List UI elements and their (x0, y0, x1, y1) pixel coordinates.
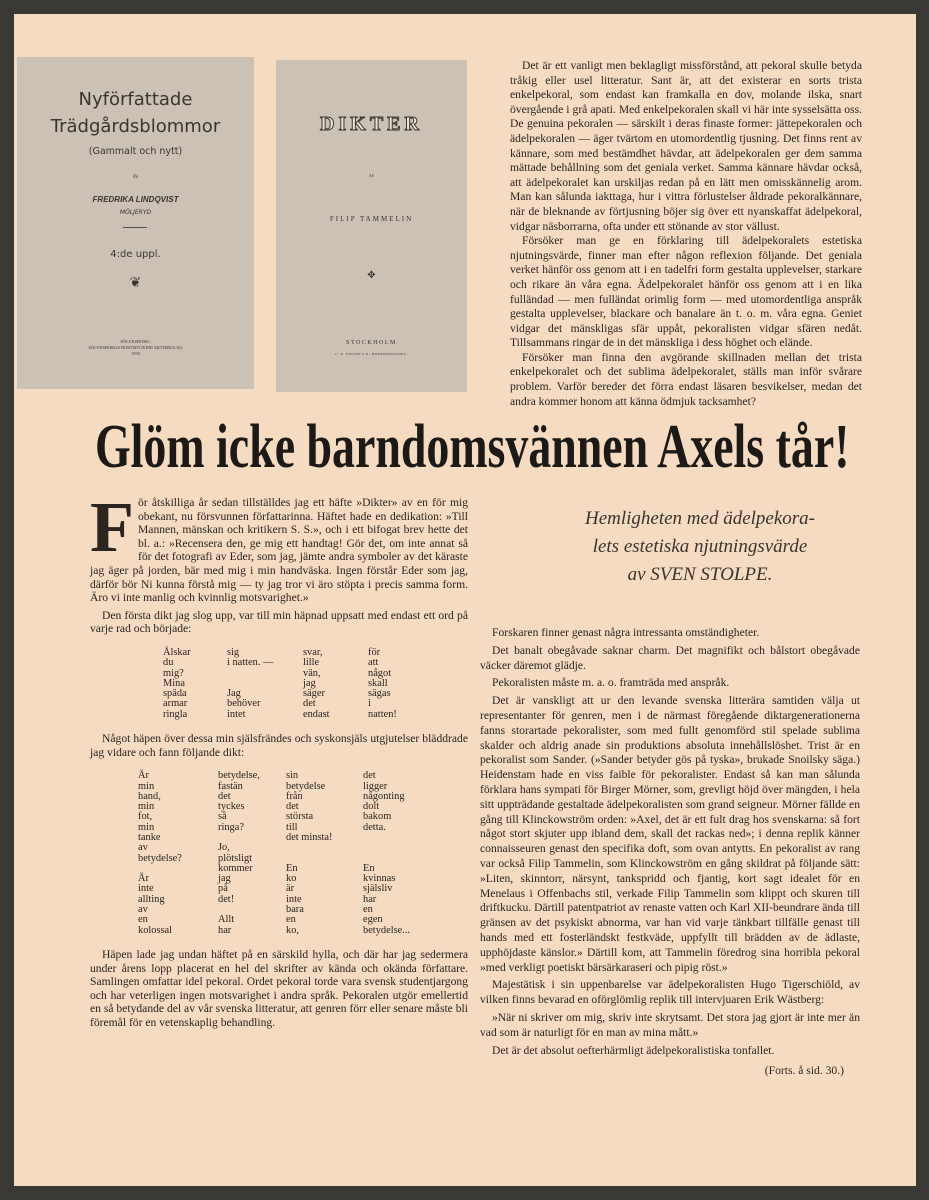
poem-word: för (368, 646, 381, 658)
poem-word: betydelse... (363, 924, 411, 936)
paragraph: Det är det absolut oefterhärmligt ädelpekoralistiska tonfallet. (492, 1043, 775, 1057)
paragraph: Häpen lade jag undan häftet på en särskild hylla, och där har jag sedermera under årens lopp placerat en hel del skrifter av kända och okända författare. Samlingen omfattar idel pekoral. Ordet pekoral torde vara svensk studentjargong och har veterligen ingen motsvarighet i andra språk. Pekoralen utgör emellertid en så betydande del av vår svenska litteratur, att genren förr eller senare måste bli föremål för en vetenskaplig behandling. (90, 947, 468, 1029)
paragraph: »När ni skriver om mig, skriv inte skrytsamt. Det stora jag gjort är inte mer än vad som är naturligt för en man av mina mått.» (480, 1010, 860, 1039)
poem-word: ringa? (218, 821, 244, 833)
cover-title: DIKTER (320, 113, 423, 135)
poem-1 (163, 648, 468, 720)
poem-word: sin (286, 770, 299, 782)
poem-word: tyckes (218, 801, 245, 813)
poem-word: sägas (368, 688, 391, 700)
poem-word: Allt (218, 914, 235, 926)
poem-word: Är (138, 873, 149, 885)
paragraph: Det är vanskligt att ur den levande svenska litterära samtiden välja ut representanter för genren, men i de närmast föregående diktargenerationerna fanns storartade pekoralister, som med fullt genomförd stil spelade sublima skalder och aldrig anade sin produktions absoluta innehållslöshet. Trist är en pekoralist som Sander. (»Sander betyder gös på tyska», brukade Snoilsky säga.) Heidenstam hade en viss faible för pekoralister. Endast så kan man sålunda förklara hans sympati för Birger Mörner, som, grevligt höjd över mängden, i hela sitt uppträdande gestaltade ädelpekoralisten som grand seigneur. Mörner fällde en gång till Klinckowström orden: »Axel, det är ett fult drag hos svenskarna: så fort något stort skjuter upp ibland dem, skall det rackas ned»; i denna replik känner connaisseuren genast den specifika doft, som ovan antytts. En pekoralist av rang var också Filip Tammelin, som Klinckowström en gång skildrat på följande sätt: »Liten, skinntorr, närsynt, tankspridd och fjantig, kort sagt idealet för en Menelaus i Offenbachs stil, verkade Filip Tammelin som klippt och skuren till driftkucku. Därtill patentpatriot av renaste vatten och Karl XII-beundrare ända till gränsen av det psykiskt abnorma, var han vid varje tänkbart tillfälle genast till hands med ett fosterländskt festkväde, uppfyllt till brädden av de ädlaste, upphöjdaste känslor.» Därtill kom, att Tammelin föredrog sina horribla pekoral »med verkligt poetiskt bärsärkaraseri och pipig röst.» (480, 694, 860, 974)
poem-word: tanke (138, 831, 161, 843)
poem-column (138, 771, 218, 936)
poem-word: det (286, 801, 299, 813)
poem-column (286, 771, 363, 936)
book-cover-dikter (276, 60, 467, 392)
poem-word: Mina (163, 677, 185, 689)
poem-column (218, 771, 286, 936)
poem-word: inte (138, 883, 154, 895)
poem-word (138, 864, 218, 874)
poem-word: av (138, 904, 148, 916)
byline: av SVEN STOLPE. (627, 564, 773, 585)
ornament-icon: ✥ (367, 270, 376, 281)
poem-word (363, 843, 443, 853)
poem-word: Jo, (218, 842, 230, 854)
cover-publisher (17, 339, 254, 357)
poem-word: Jag (227, 688, 241, 700)
cover-place: MÖLJERYD (119, 209, 152, 216)
poem-word: jag (303, 677, 316, 689)
poem-word (286, 843, 363, 853)
poem-word: natten! (368, 708, 397, 720)
poem-word: betydelse? (138, 852, 182, 864)
cover-divider (123, 227, 147, 228)
poem-word: allting (138, 893, 165, 905)
publisher-line: 1935 (131, 351, 140, 356)
poem-word: skall (368, 677, 388, 689)
poem-word: ringla (163, 708, 188, 720)
poem-word: jag (218, 873, 231, 885)
poem-word: lille (303, 657, 320, 669)
paragraph: Majestätisk i sin uppenbarelse var ädelpekoralisten Hugo Tigerschiöld, av vilken finns bevarad en oförglömlig replik till intervjuaren Erik Wästberg: (480, 978, 860, 1007)
poem-word: hand, (138, 790, 161, 802)
poem-word: späda (163, 688, 187, 700)
poem-word: en (363, 904, 373, 916)
paragraph: Den första dikt jag slog upp, var till min häpnad uppsatt med endast ett ord på varje rad och började: (90, 608, 468, 636)
poem-word: En (363, 862, 375, 874)
paragraph: Forskaren finner genast några intressanta omständigheter. (492, 626, 760, 639)
paragraph: Något häpen över dessa min själsfrändes och syskonsjäls utgjutelser bläddrade jag vidare och fann följande dikt: (90, 732, 468, 759)
poem-word: betydelse (286, 780, 326, 792)
poem-word: armar (163, 698, 188, 710)
poem-word: sig (227, 646, 240, 658)
poem-word: att (368, 657, 379, 669)
left-column (90, 487, 468, 1030)
poem-word: det (363, 770, 376, 782)
poem-word: till (286, 821, 298, 833)
poem-word: svar, (303, 646, 323, 658)
poem-word: min (138, 801, 155, 813)
paragraph: Försöker man ge en förklaring till ädelpekoralets estetiska njutningsvärde, finner man efter någon reflexion följande. Det geniala verket hänför oss genom att i en tadelfri form gestalta upplevelser, starkare och rikare än våra egna. Ädelpekoralet hänför oss genom att i en lika fulländad — men fulländat orimlig form — med utomordentliga anspråk gestalta upplevelser, blackare och banalare än t. o. m. våra egna. Geniet vidgar det mänskligas sfär uppåt, pekoralisten vidgar sfären nedåt. Tillsammans ringar de in det mänskliga i dess höghet och elände. (510, 234, 862, 350)
cover-author: FREDRIKA LINDQVIST (92, 195, 179, 204)
poem-word: En (286, 862, 298, 874)
cover-title-line2: Trädgårdsblommor (50, 116, 221, 137)
poem-word: ko (286, 873, 297, 885)
poem-word: ko, (286, 924, 299, 936)
headline: Glöm icke barndomsvännen Axels tår! (95, 413, 850, 481)
poem-column (303, 648, 368, 720)
poem-word (363, 854, 443, 864)
poem-word: endast (303, 708, 330, 720)
paragraph: Det banalt obegåvade saknar charm. Det magnifikt och bålstort obegåvade väcker däremot glädje. (480, 643, 860, 672)
poem-word: har (363, 893, 377, 905)
cover-by: AV (132, 174, 139, 179)
right-column (480, 626, 860, 1082)
poem-column (368, 648, 428, 720)
poem-word (227, 669, 303, 679)
poem-word: kvinnas (363, 873, 396, 885)
poem-word: bara (286, 904, 304, 916)
poem-word: vän, (303, 667, 321, 679)
paragraph (90, 487, 468, 605)
poem-word: av (138, 842, 148, 854)
paragraph: Försöker man finna den avgörande skillnaden mellan det trista enkelpekoralet och det sublima ädelpekoralet, ställs man inför svårare problem. Varför bereder det förra endast läsaren besvikelser, medan det andra kommer honom att känna ödmjuk tacksamhet? (510, 350, 862, 408)
poem-word: i natten. — (227, 657, 274, 669)
book-cover-tradgardsblommor (17, 57, 254, 389)
poem-word: det! (218, 893, 235, 905)
poem-word: är (286, 883, 295, 895)
poem-word: mig? (163, 667, 184, 679)
paragraph: Pekoralisten måste m. a. o. framträda med anspråk. (492, 676, 730, 690)
poem-word: egen (363, 914, 383, 926)
poem-word: en (286, 914, 296, 926)
poem-word: detta. (363, 821, 386, 833)
poem-word: något (368, 667, 392, 679)
poem-column (163, 648, 227, 720)
publisher-line: SÖLVESBORGS BOKTRYCKERI AKTIEBOLAG (88, 345, 183, 350)
poem-word: inte (286, 893, 302, 905)
ornament-icon: ❦ (129, 275, 142, 291)
poem-word: från (286, 790, 303, 802)
poem-word: min (138, 821, 155, 833)
poem-column (227, 648, 303, 720)
poem-word: säger (303, 688, 325, 700)
poem-word: det (303, 698, 316, 710)
poem-word: dolt (363, 801, 380, 813)
poem-word: betydelse, (218, 770, 260, 782)
poem-word: fastän (218, 780, 243, 792)
intro-text (510, 59, 862, 409)
cover-subtitle: (Gammalt och nytt) (88, 146, 183, 157)
poem-column (363, 771, 443, 936)
poem-word: bakom (363, 811, 392, 823)
poem-2 (138, 771, 468, 936)
continued-note: (Forts. å sid. 30.) (764, 1064, 844, 1078)
poem-word: min (138, 780, 155, 792)
subheading-line: lets estetiska njutningsvärde (592, 536, 808, 557)
poem-word: det (218, 790, 231, 802)
poem-word (363, 833, 443, 843)
poem-word: i (368, 698, 371, 710)
poem-word: fot, (138, 811, 153, 823)
poem-word: kommer (218, 862, 253, 874)
cover-city: STOCKHOLM (346, 340, 397, 346)
poem-word: Är (138, 770, 149, 782)
poem-word: Älskar (163, 646, 191, 658)
poem-word: på (218, 883, 228, 895)
poem-word: kolossal (138, 924, 173, 936)
poem-word: största (286, 811, 314, 823)
poem-word: har (218, 924, 232, 936)
cover-publisher: C. E. FRITZE'S K. HOFBOKHANDEL. (335, 352, 408, 356)
poem-word: ligger (363, 780, 388, 792)
poem-word: själsliv (363, 883, 393, 895)
paragraph-text: ör åtskilliga år sedan tillställdes jag ett häfte »Dikter» av en för mig obekant, nu försvunnen författarinna. Häftet hade en dedikation: »Till Mannen, mänskan och kritikern S. S.», och i ett bifogat brev hette det bl. a.: »Recensera den, ge mig ett handtag! Gör det, om inte annat så för det fotografi av Eder, som jag, jämte andra symboler av det käraste jag äger på jorden, bär med mig i min handväska. Ingen förstår Eder som jag, därför bör Ni kunna förstå mig — ty jag tror vi äro stöpta i precis samma form. Äro vi inte manlig och kvinnlig motsvarighet.» (90, 496, 468, 605)
poem-word: behöver (227, 698, 261, 710)
poem-word: en (138, 914, 148, 926)
poem-word: du (163, 657, 174, 669)
poem-word: intet (227, 708, 246, 720)
poem-word: någonting (363, 790, 405, 802)
publisher-line: SÖLVESBORG. (120, 339, 151, 344)
paragraph: Det är ett vanligt men beklagligt missförstånd, att pekoral skulle betyda tråkig eller usel litteratur. Sant är, att det existerar en sorts trista enkelpekoral, som endast kan framkalla en dov, molande ilska, snart övergående i grå apati. Med enkelpekoralen skall vi här inte sysselsätta oss. De genuina pekoralen — särskilt i deras finaste former: jättepekoralen och ädelpekoralen — äger tvärtom en utomordentlig tjusning. Det finns rent av kännare, som med bestämdhet hävdar, att ädelpekoralen ger dem samma mättade behållning som det geniala verket. Samma kännare hävdar också, att ädelpekoralet kan urskiljas redan på en lätt men omisskännelig arom. Man kan sålunda iakttaga, hur i vittra förlustelser åldrade pekoralkännare, när de bleknande av förtjusning böjer sig över ett nyanskaffat ädelpekoral, vidgar näsborrarna, ofta under ett stönande av stor vällust. (510, 59, 862, 233)
cover-author: FILIP TAMMELIN (329, 215, 414, 223)
poem-word: så (218, 811, 227, 823)
cover-edition: 4:de uppl. (110, 249, 161, 260)
cover-title-line1: Nyförfattade (78, 89, 193, 110)
poem-word: det minsta! (286, 831, 333, 843)
subheading-line: Hemligheten med ädelpekora- (584, 508, 816, 529)
drop-cap: F (90, 487, 134, 567)
article-subheading (570, 505, 830, 589)
poem-word: plötsligt (218, 852, 253, 864)
cover-by: AF (368, 173, 375, 178)
